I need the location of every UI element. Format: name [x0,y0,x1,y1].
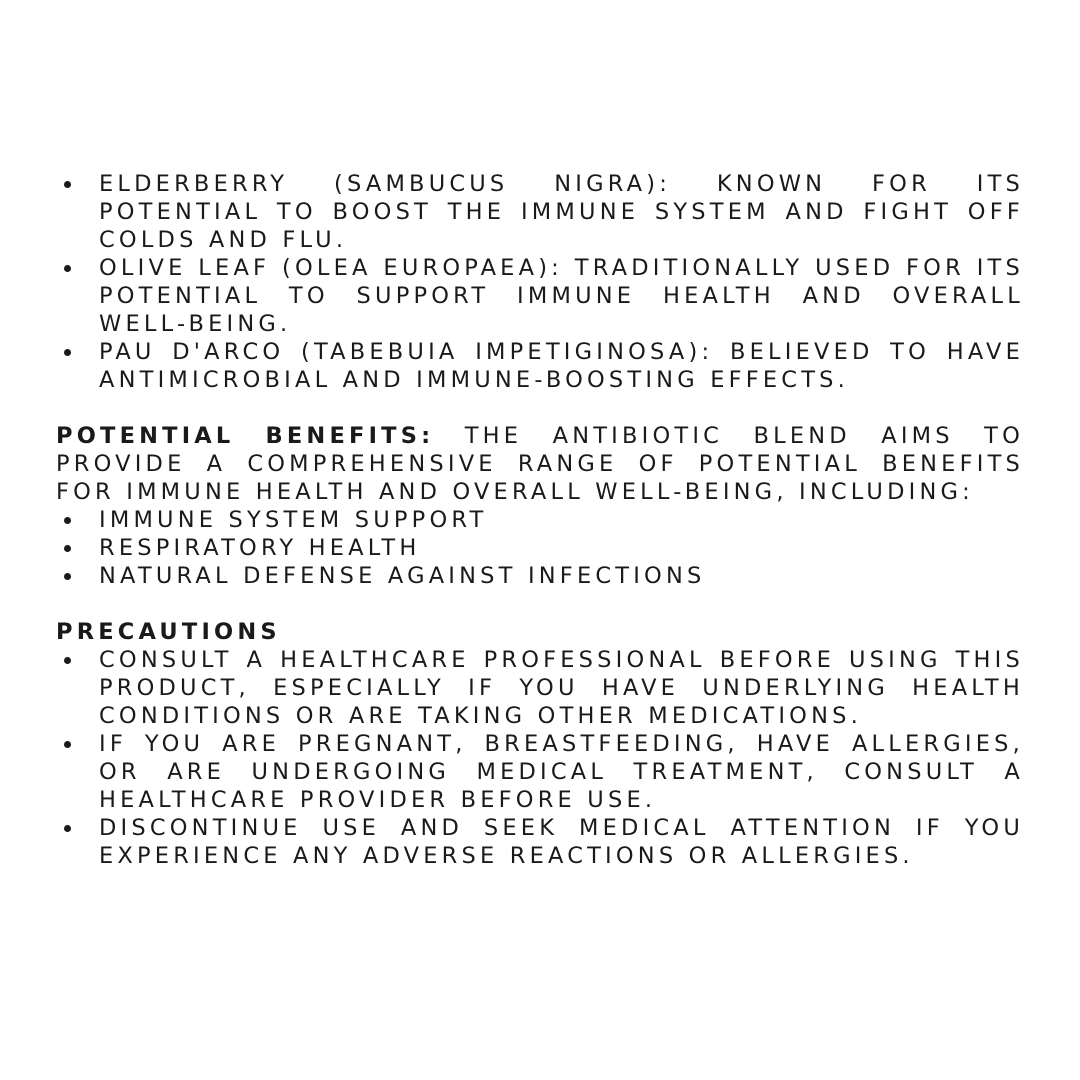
benefits-list [56,506,1024,590]
list-item: DISCONTINUE USE AND SEEK MEDICAL ATTENTION IF YOU EXPERIENCE ANY ADVERSE REACTIONS OR ALLERGIES. [56,814,1024,870]
section-spacer [56,394,1024,422]
list-item: IF YOU ARE PREGNANT, BREASTFEEDING, HAVE ALLERGIES, OR ARE UNDERGOING MEDICAL TREATMENT, CONSULT A HEALTHCARE PROVIDER BEFORE USE. [56,730,1024,814]
list-item: ELDERBERRY (SAMBUCUS NIGRA): KNOWN FOR ITS POTENTIAL TO BOOST THE IMMUNE SYSTEM AND FIGHT OFF COLDS AND FLU. [56,170,1024,254]
section-spacer [56,590,1024,618]
list-item: CONSULT A HEALTHCARE PROFESSIONAL BEFORE USING THIS PRODUCT, ESPECIALLY IF YOU HAVE UNDERLYING HEALTH CONDITIONS OR ARE TAKING OTHER MEDICATIONS. [56,646,1024,730]
benefits-intro: THE ANTIBIOTIC BLEND AIMS TO PROVIDE A COMPREHENSIVE RANGE OF POTENTIAL BENEFITS FOR IMMUNE HEALTH AND OVERALL WELL-BEING, INCLUDING: [56,423,1024,505]
benefits-heading: POTENTIAL BENEFITS: [56,423,435,449]
benefits-paragraph [56,422,1024,506]
herb-list [56,170,1024,394]
list-item: IMMUNE SYSTEM SUPPORT [56,506,1024,534]
list-item: RESPIRATORY HEALTH [56,534,1024,562]
list-item: NATURAL DEFENSE AGAINST INFECTIONS [56,562,1024,590]
list-item: PAU D'ARCO (TABEBUIA IMPETIGINOSA): BELIEVED TO HAVE ANTIMICROBIAL AND IMMUNE-BOOSTING EFFECTS. [56,338,1024,394]
precautions-heading: PRECAUTIONS [56,619,281,645]
document-body [56,170,1024,870]
list-item: OLIVE LEAF (OLEA EUROPAEA): TRADITIONALLY USED FOR ITS POTENTIAL TO SUPPORT IMMUNE HEALTH AND OVERALL WELL-BEING. [56,254,1024,338]
precautions-list [56,646,1024,870]
